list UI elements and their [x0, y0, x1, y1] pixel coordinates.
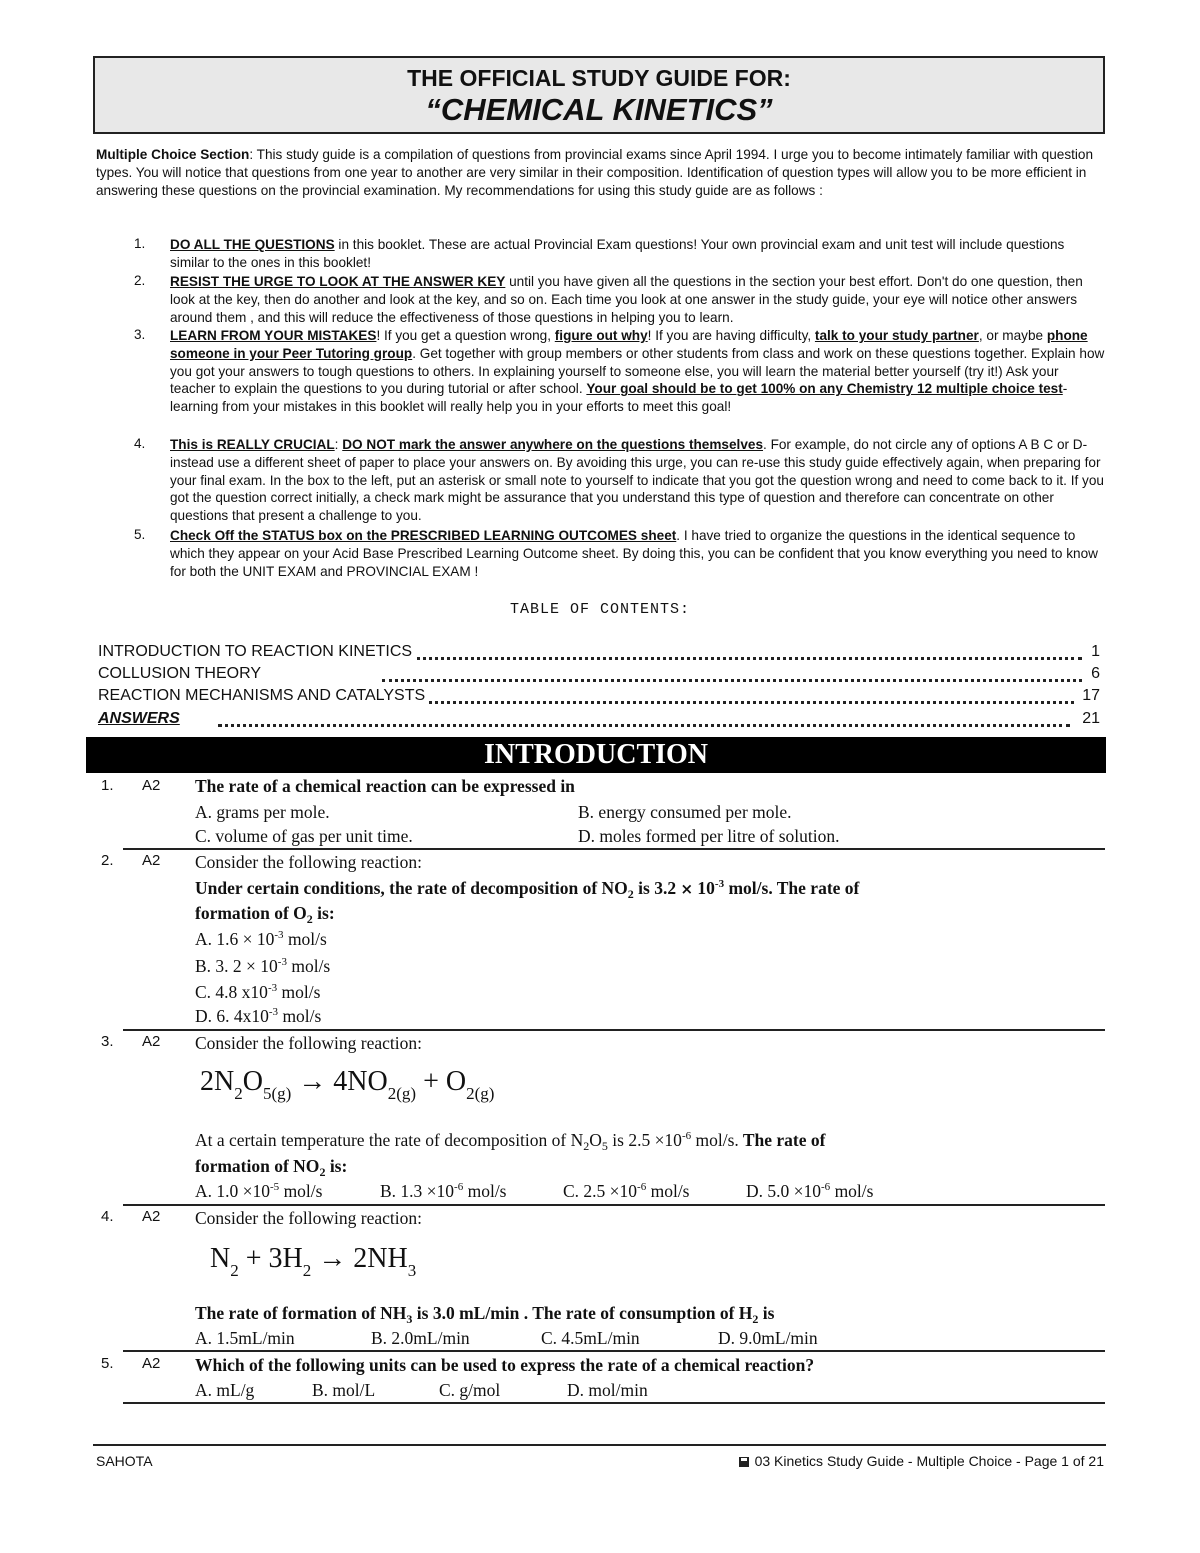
question-intro: Consider the following reaction:	[195, 1033, 422, 1053]
question-stem	[195, 1130, 825, 1151]
question-code: A2	[142, 1208, 161, 1225]
rec-item-5	[170, 527, 1105, 580]
stem-text: formation of NO	[195, 1156, 320, 1176]
rec-number: 1.	[134, 236, 146, 251]
toc-row[interactable]	[98, 665, 1100, 687]
rec-item-2	[170, 273, 1105, 326]
toc-page: 21	[1082, 710, 1100, 727]
subscript: 5	[601, 1139, 608, 1153]
rec-number: 2.	[134, 273, 146, 288]
option[interactable]: D. 9.0mL/min	[718, 1328, 818, 1348]
eq-text: 2N	[200, 1066, 235, 1097]
eq-text: O	[242, 1066, 263, 1097]
question-stem-2	[195, 1156, 347, 1177]
toc-label: REACTION MECHANISMS AND CATALYSTS	[98, 687, 426, 704]
title-box	[93, 56, 1105, 134]
question-divider	[123, 1402, 1105, 1404]
option[interactable]: D. moles formed per litre of solution.	[578, 826, 840, 846]
chemical-equation	[200, 1066, 494, 1104]
rec-emphasis: talk to your study partner	[814, 328, 979, 343]
title-line-2: “CHEMICAL KINETICS”	[425, 92, 773, 127]
rec-text: . I have tried to organize the questions in the identical sequence to which they appear on your Acid Base Prescribed Learning Outcome sheet. By doing this, you can be confident that you know everything you need to know for both the UNIT EXAM and PROVINCIAL EXAM !	[170, 528, 1098, 579]
option[interactable]: A. grams per mole.	[195, 802, 330, 822]
rec-text: - learning from your mistakes in this booklet will really help you in your efforts to meet this goal!	[170, 381, 1068, 415]
option[interactable]: A. mL/g	[195, 1380, 255, 1400]
exponent: -6	[454, 1181, 464, 1193]
eq-text: + 3H	[238, 1243, 303, 1274]
option[interactable]: C. volume of gas per unit time.	[195, 826, 413, 846]
rec-emphasis: This is REALLY CRUCIAL	[170, 437, 335, 452]
intro-paragraph	[96, 146, 1102, 200]
rec-emphasis: DO NOT mark the answer anywhere on the questions themselves	[342, 437, 764, 452]
exponent: -3	[714, 878, 725, 890]
option[interactable]	[195, 929, 327, 950]
rec-emphasis: LEARN FROM YOUR MISTAKES	[170, 328, 377, 343]
question-stem: Which of the following units can be used to express the rate of a chemical reaction?	[195, 1355, 815, 1375]
title-line-1: THE OFFICIAL STUDY GUIDE FOR:	[407, 65, 791, 91]
eq-subscript: 5(g)	[262, 1084, 292, 1103]
eq-subscript: 2(g)	[387, 1084, 417, 1103]
rec-emphasis: Check Off the STATUS box on the PRESCRIBED LEARNING OUTCOMES sheet	[170, 528, 677, 543]
eq-text: + O	[416, 1066, 467, 1097]
rec-text: :	[334, 437, 343, 452]
rec-text: . For example, do not circle any of options A B C or D-instead use a different sheet of paper to place your answers on. By avoiding this urge, you can re-use this study guide effectively again, when preparing for your final exam. In the box to the left, put an asterisk or small note to yourself to indicate that you got the question wrong and need to come back to it. If you got the question correct initially, a check mark might be assurance that you understand this type of question and therefore can concentrate on other questions that present a challenge to you.	[170, 437, 1104, 524]
eq-subscript: 2	[302, 1261, 312, 1280]
stem-text: is	[758, 1303, 775, 1323]
rec-emphasis: DO ALL THE QUESTIONS	[170, 237, 335, 252]
exponent: -6	[637, 1181, 647, 1193]
option[interactable]	[195, 1006, 321, 1027]
intro-lead: Multiple Choice Section	[96, 147, 250, 162]
stem-text: The rate of formation of NH	[195, 1303, 407, 1323]
rec-text: . Get together with group members or other students from class and work on these questions together. Explain how you got your answers to tough questions to others. In explaining yourself to someone else, you will learn the material better yourself (try it!) Ask your teacher to explain the questions to you during tutorial or after school.	[170, 345, 1105, 397]
question-divider	[123, 1029, 1105, 1031]
eq-text: → 2NH	[311, 1243, 408, 1274]
rec-text: in this booklet. These are actual Provincial Exam questions! Your own provincial exam and unit test will include questions similar to the ones in this booklet!	[170, 237, 1065, 270]
toc-page: 17	[1082, 687, 1100, 704]
rec-item-3	[170, 327, 1105, 416]
option[interactable]	[563, 1181, 690, 1202]
stem-text: mol/s.	[691, 1130, 739, 1150]
rec-number: 4.	[134, 436, 146, 451]
exponent: -3	[277, 956, 287, 968]
subscript: 2	[627, 887, 634, 901]
question-number: 2.	[101, 852, 114, 869]
question-stem	[195, 1303, 774, 1324]
question-code: A2	[142, 1355, 161, 1372]
option[interactable]	[195, 956, 330, 977]
option-text: D. 6. 4x10	[195, 1006, 269, 1026]
footer-rule	[93, 1444, 1106, 1446]
option-text: C. 4.8 x10	[195, 982, 268, 1002]
question-stem-2	[195, 903, 335, 924]
exponent: -3	[268, 1006, 279, 1018]
eq-subscript: 2	[234, 1084, 243, 1103]
rec-number: 5.	[134, 527, 146, 542]
stem-text: 10	[693, 878, 715, 898]
question-intro: Consider the following reaction:	[195, 852, 422, 872]
option[interactable]: C. 4.5mL/min	[541, 1328, 640, 1348]
option-text: mol/s	[646, 1181, 690, 1201]
question-stem	[195, 878, 859, 899]
toc-label: INTRODUCTION TO REACTION KINETICS	[98, 643, 413, 660]
question-number: 4.	[101, 1208, 114, 1225]
exponent: -6	[681, 1130, 692, 1142]
exponent: -6	[821, 1181, 831, 1193]
option-text: mol/s	[286, 956, 331, 976]
option-text: A. 1.0 ×10	[195, 1181, 271, 1201]
option-text: mol/s	[279, 1181, 323, 1201]
chemical-equation	[210, 1243, 416, 1281]
exponent: -3	[267, 982, 278, 994]
stem-text: is:	[312, 903, 335, 923]
stem-text: mol/s. The rate of	[724, 878, 860, 898]
question-divider	[123, 1204, 1105, 1206]
rec-text: , or maybe	[978, 328, 1047, 343]
subscript: 2	[306, 912, 313, 926]
subscript: 2	[319, 1165, 326, 1179]
rec-number: 3.	[134, 327, 146, 342]
option-text: mol/s	[278, 1006, 322, 1026]
intro-text: : This study guide is a compilation of questions from provincial exams since April 1994. I urge you to become intimately familiar with question types. You will notice that questions from one year to another are very similar in their composition. Identification of question types will allow you to be more efficient in answering these questions on the provincial examination. My recommendations for using this study guide are as follows :	[96, 147, 1094, 198]
stem-text: is 3.2	[633, 878, 681, 898]
question-number: 3.	[101, 1033, 114, 1050]
disk-icon	[739, 1457, 749, 1467]
question-stem: The rate of a chemical reaction can be expressed in	[195, 776, 575, 796]
toc-leader-dots	[382, 679, 1082, 682]
option-text: mol/s	[830, 1181, 874, 1201]
toc-page: 6	[1091, 665, 1100, 682]
question-intro: Consider the following reaction:	[195, 1208, 422, 1228]
option-text: B. 3. 2 × 10	[195, 956, 278, 976]
rec-emphasis: Your goal should be to get 100% on any Chemistry 12 multiple choice test	[586, 381, 1063, 397]
toc-label: ANSWERS	[98, 710, 180, 727]
option-text: D. 5.0 ×10	[746, 1181, 822, 1201]
toc-title: TABLE OF CONTENTS:	[509, 601, 691, 618]
question-code: A2	[142, 1033, 161, 1050]
rec-emphasis: phone someone in your Peer Tutoring group	[170, 328, 1088, 361]
eq-subscript: 2	[230, 1261, 239, 1280]
rec-text: ! If you are having difficulty,	[647, 328, 815, 343]
question-divider	[123, 848, 1105, 850]
option[interactable]: C. g/mol	[439, 1380, 501, 1400]
stem-text: is 3.0 mL/min . The rate of consumption of H	[412, 1303, 753, 1323]
exponent: -3	[274, 929, 284, 941]
question-divider	[123, 1350, 1105, 1352]
eq-subscript: 3	[407, 1261, 417, 1280]
stem-text: is:	[325, 1156, 348, 1176]
option[interactable]	[195, 982, 320, 1003]
stem-text: is 2.5 ×10	[607, 1130, 682, 1150]
option[interactable]	[380, 1181, 507, 1202]
subscript: 2	[752, 1312, 759, 1326]
rec-emphasis: figure out why	[554, 328, 648, 343]
option-text: A. 1.6 × 10	[195, 929, 275, 949]
option-text: B. 1.3 ×10	[380, 1181, 455, 1201]
rec-item-4	[170, 436, 1105, 525]
subscript: 3	[406, 1312, 413, 1326]
rec-item-1	[170, 236, 1105, 272]
toc-page: 1	[1091, 643, 1100, 660]
option-text: C. 2.5 ×10	[563, 1181, 638, 1201]
option[interactable]	[746, 1181, 873, 1202]
stem-text: At a certain temperature the rate of decomposition of N	[195, 1130, 584, 1150]
question-code: A2	[142, 852, 161, 869]
stem-text: The rate of	[738, 1130, 826, 1150]
question-number: 5.	[101, 1355, 114, 1372]
toc-row[interactable]	[98, 643, 1100, 665]
footer-page-info	[739, 1453, 1104, 1469]
option[interactable]: B. 2.0mL/min	[371, 1328, 470, 1348]
toc-leader-dots	[218, 724, 1070, 727]
section-banner: INTRODUCTION	[86, 737, 1106, 773]
eq-text: N	[210, 1243, 231, 1274]
question-number: 1.	[101, 777, 114, 794]
toc-row[interactable]	[98, 687, 1100, 709]
option[interactable]: A. 1.5mL/min	[195, 1328, 295, 1348]
option-text: mol/s	[283, 929, 327, 949]
stem-text: formation of O	[195, 903, 307, 923]
stem-text: Under certain conditions, the rate of decomposition of NO	[195, 878, 628, 898]
subscript: 2	[583, 1139, 590, 1153]
option-text: mol/s	[277, 982, 321, 1002]
toc-row[interactable]	[98, 710, 1100, 732]
eq-text: → 4NO	[291, 1066, 388, 1097]
exponent: -5	[270, 1181, 280, 1193]
option[interactable]: B. energy consumed per mole.	[578, 802, 792, 822]
toc-label: COLLUSION THEORY	[98, 665, 262, 682]
option-text: mol/s	[463, 1181, 507, 1201]
times-symbol: ×	[680, 880, 694, 898]
footer-author: SAHOTA	[96, 1453, 153, 1469]
option[interactable]: B. mol/L	[312, 1380, 376, 1400]
rec-text: ! If you get a question wrong,	[376, 328, 555, 343]
question-code: A2	[142, 777, 161, 794]
footer-page-text: 03 Kinetics Study Guide - Multiple Choice - Page 1 of 21	[754, 1453, 1104, 1469]
rec-emphasis: RESIST THE URGE TO LOOK AT THE ANSWER KEY	[170, 274, 506, 289]
eq-subscript: 2(g)	[466, 1084, 495, 1103]
option[interactable]	[195, 1181, 322, 1202]
option[interactable]: D. mol/min	[567, 1380, 648, 1400]
stem-text: O	[589, 1130, 602, 1150]
rec-text: until you have given all the questions in the section your best effort. Don't do one question, then look at the key, then do another and look at the key, and so on. Each time you look at one answer in the study guide, your eye will notice other answers around them , and this will reduce the effectiveness of those questions in helping you to learn.	[170, 274, 1083, 325]
